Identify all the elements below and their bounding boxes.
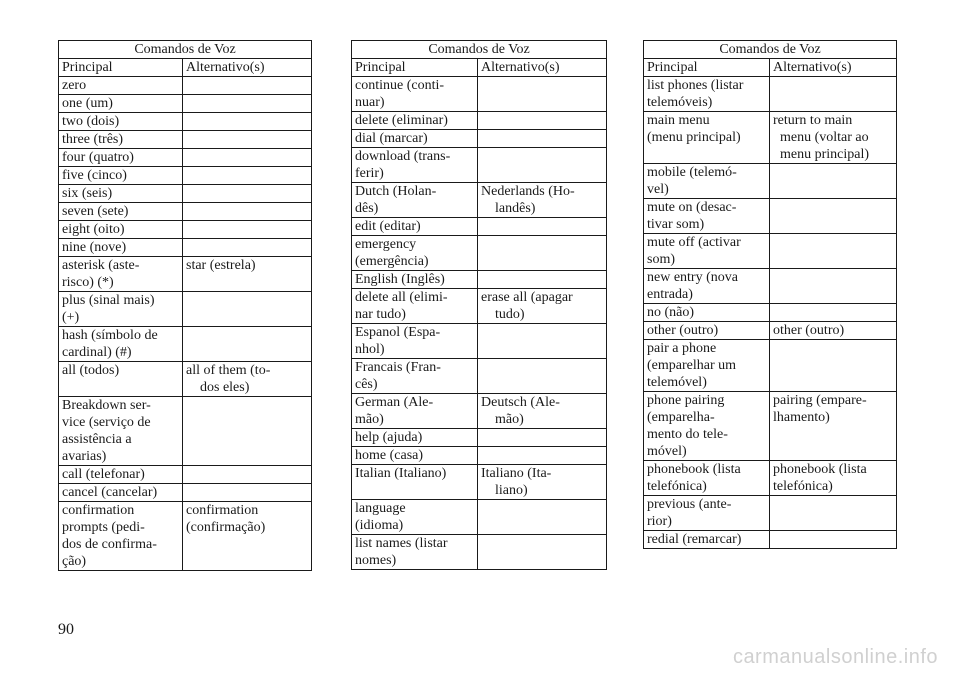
table-row — [59, 292, 312, 327]
table-row — [352, 447, 607, 465]
command-primary: home (casa) — [352, 447, 478, 465]
command-primary: four (quatro) — [59, 149, 183, 167]
command-alternative — [770, 269, 897, 304]
command-primary: edit (editar) — [352, 218, 478, 236]
voice-commands-table-3 — [643, 40, 897, 549]
table-row — [352, 289, 607, 324]
table-row — [644, 112, 897, 164]
command-alternative — [770, 340, 897, 392]
table-row — [644, 461, 897, 496]
table-row — [352, 500, 607, 535]
command-primary: confirmation prompts (pedi- dos de confirma- ção) — [59, 502, 183, 571]
table-row — [644, 304, 897, 322]
table-title: Comandos de Voz — [644, 41, 897, 59]
command-alternative — [478, 112, 607, 130]
command-primary: main menu (menu principal) — [644, 112, 770, 164]
command-alternative: star (estrela) — [183, 257, 312, 292]
table-row — [59, 185, 312, 203]
command-primary: redial (remarcar) — [644, 531, 770, 549]
table-row — [352, 236, 607, 271]
command-alternative — [183, 77, 312, 95]
table-row — [59, 221, 312, 239]
command-alternative: Nederlands (Ho- landês) — [478, 183, 607, 218]
table-row — [644, 164, 897, 199]
table-row — [352, 465, 607, 500]
command-alternative: phonebook (lista telefónica) — [770, 461, 897, 496]
command-primary: seven (sete) — [59, 203, 183, 221]
table-row — [352, 218, 607, 236]
table-row — [644, 496, 897, 531]
column-header-alternative: Alternativo(s) — [183, 59, 312, 77]
command-primary: emergency (emergência) — [352, 236, 478, 271]
command-alternative: confirmation (confirmação) — [183, 502, 312, 571]
command-alternative — [183, 185, 312, 203]
table-row — [59, 484, 312, 502]
table-row — [644, 531, 897, 549]
command-primary: mute on (desac- tivar som) — [644, 199, 770, 234]
command-alternative — [183, 95, 312, 113]
command-primary: call (telefonar) — [59, 466, 183, 484]
command-alternative: return to main menu (voltar ao menu principal) — [770, 112, 897, 164]
command-alternative — [478, 77, 607, 112]
command-primary: Dutch (Holan- dês) — [352, 183, 478, 218]
command-alternative — [478, 218, 607, 236]
command-alternative — [183, 221, 312, 239]
table-row — [59, 257, 312, 292]
table-row — [59, 167, 312, 185]
command-alternative: Italiano (Ita- liano) — [478, 465, 607, 500]
command-primary: all (todos) — [59, 362, 183, 397]
command-alternative — [770, 199, 897, 234]
command-alternative — [183, 327, 312, 362]
command-primary: delete (eliminar) — [352, 112, 478, 130]
table-row — [59, 502, 312, 571]
table-row — [352, 130, 607, 148]
command-alternative — [183, 397, 312, 466]
command-alternative — [183, 239, 312, 257]
table-row — [352, 112, 607, 130]
command-primary: six (seis) — [59, 185, 183, 203]
column-header-primary: Principal — [644, 59, 770, 77]
table-row — [352, 77, 607, 112]
command-alternative — [770, 496, 897, 531]
command-alternative — [478, 148, 607, 183]
command-primary: English (Inglês) — [352, 271, 478, 289]
command-primary: mobile (telemó- vel) — [644, 164, 770, 199]
column-header-primary: Principal — [352, 59, 478, 77]
table-title: Comandos de Voz — [352, 41, 607, 59]
column-header-alternative: Alternativo(s) — [478, 59, 607, 77]
command-alternative — [770, 304, 897, 322]
table-title: Comandos de Voz — [59, 41, 312, 59]
table-row — [644, 269, 897, 304]
command-alternative — [478, 236, 607, 271]
command-primary: German (Ale- mão) — [352, 394, 478, 429]
command-primary: nine (nove) — [59, 239, 183, 257]
table-row — [352, 324, 607, 359]
command-alternative — [478, 271, 607, 289]
command-primary: one (um) — [59, 95, 183, 113]
command-primary: continue (conti- nuar) — [352, 77, 478, 112]
command-alternative: Deutsch (Ale- mão) — [478, 394, 607, 429]
command-primary: zero — [59, 77, 183, 95]
voice-commands-table-2 — [351, 40, 607, 570]
table-row — [59, 131, 312, 149]
command-alternative — [478, 500, 607, 535]
table-row — [352, 359, 607, 394]
command-primary: Francais (Fran- cês) — [352, 359, 478, 394]
table-row — [59, 362, 312, 397]
command-primary: previous (ante- rior) — [644, 496, 770, 531]
command-alternative — [478, 429, 607, 447]
table-row — [644, 340, 897, 392]
command-alternative — [770, 531, 897, 549]
table-row — [59, 466, 312, 484]
command-primary: help (ajuda) — [352, 429, 478, 447]
table-row — [352, 394, 607, 429]
command-alternative: all of them (to- dos eles) — [183, 362, 312, 397]
command-alternative — [183, 149, 312, 167]
table-row — [59, 77, 312, 95]
command-alternative — [478, 535, 607, 570]
command-alternative — [478, 359, 607, 394]
command-primary: language (idioma) — [352, 500, 478, 535]
command-primary: eight (oito) — [59, 221, 183, 239]
command-alternative — [478, 130, 607, 148]
table-row — [644, 322, 897, 340]
command-primary: delete all (elimi- nar tudo) — [352, 289, 478, 324]
column-header-alternative: Alternativo(s) — [770, 59, 897, 77]
table-row — [352, 183, 607, 218]
command-primary: phonebook (lista telefónica) — [644, 461, 770, 496]
command-primary: hash (símbolo de cardinal) (#) — [59, 327, 183, 362]
command-primary: dial (marcar) — [352, 130, 478, 148]
table-row — [59, 149, 312, 167]
page-number: 90 — [58, 621, 74, 638]
column-header-primary: Principal — [59, 59, 183, 77]
command-primary: two (dois) — [59, 113, 183, 131]
command-primary: three (três) — [59, 131, 183, 149]
command-alternative — [770, 164, 897, 199]
command-alternative — [183, 203, 312, 221]
table-row — [59, 203, 312, 221]
command-primary: five (cinco) — [59, 167, 183, 185]
command-alternative: pairing (empare- lhamento) — [770, 392, 897, 461]
command-primary: no (não) — [644, 304, 770, 322]
table-row — [644, 199, 897, 234]
command-primary: pair a phone (emparelhar um telemóvel) — [644, 340, 770, 392]
table-row — [352, 535, 607, 570]
command-alternative — [183, 484, 312, 502]
table-row — [644, 234, 897, 269]
table-row — [59, 327, 312, 362]
command-alternative — [183, 131, 312, 149]
command-primary: new entry (nova entrada) — [644, 269, 770, 304]
command-primary: Breakdown ser- vice (serviço de assistência a avarias) — [59, 397, 183, 466]
table-row — [59, 95, 312, 113]
command-primary: list phones (listar telemóveis) — [644, 77, 770, 112]
table-row — [59, 397, 312, 466]
command-primary: mute off (activar som) — [644, 234, 770, 269]
command-primary: plus (sinal mais) (+) — [59, 292, 183, 327]
command-primary: phone pairing (emparelha- mento do tele- móvel) — [644, 392, 770, 461]
command-alternative — [478, 324, 607, 359]
table-row — [352, 148, 607, 183]
command-primary: download (trans- ferir) — [352, 148, 478, 183]
command-alternative — [183, 466, 312, 484]
command-alternative — [770, 234, 897, 269]
table-row — [59, 239, 312, 257]
command-primary: list names (listar nomes) — [352, 535, 478, 570]
command-primary: other (outro) — [644, 322, 770, 340]
watermark: carmanualsonline.info — [732, 646, 938, 668]
command-alternative — [183, 167, 312, 185]
command-alternative: erase all (apagar tudo) — [478, 289, 607, 324]
table-row — [644, 77, 897, 112]
command-primary: Italian (Italiano) — [352, 465, 478, 500]
command-alternative — [183, 292, 312, 327]
command-primary: Espanol (Espa- nhol) — [352, 324, 478, 359]
command-primary: cancel (cancelar) — [59, 484, 183, 502]
command-alternative — [770, 77, 897, 112]
command-alternative: other (outro) — [770, 322, 897, 340]
command-alternative — [183, 113, 312, 131]
table-row — [644, 392, 897, 461]
command-alternative — [478, 447, 607, 465]
table-row — [352, 429, 607, 447]
table-row — [59, 113, 312, 131]
voice-commands-table-1 — [58, 40, 312, 571]
command-primary: asterisk (aste- risco) (*) — [59, 257, 183, 292]
table-row — [352, 271, 607, 289]
